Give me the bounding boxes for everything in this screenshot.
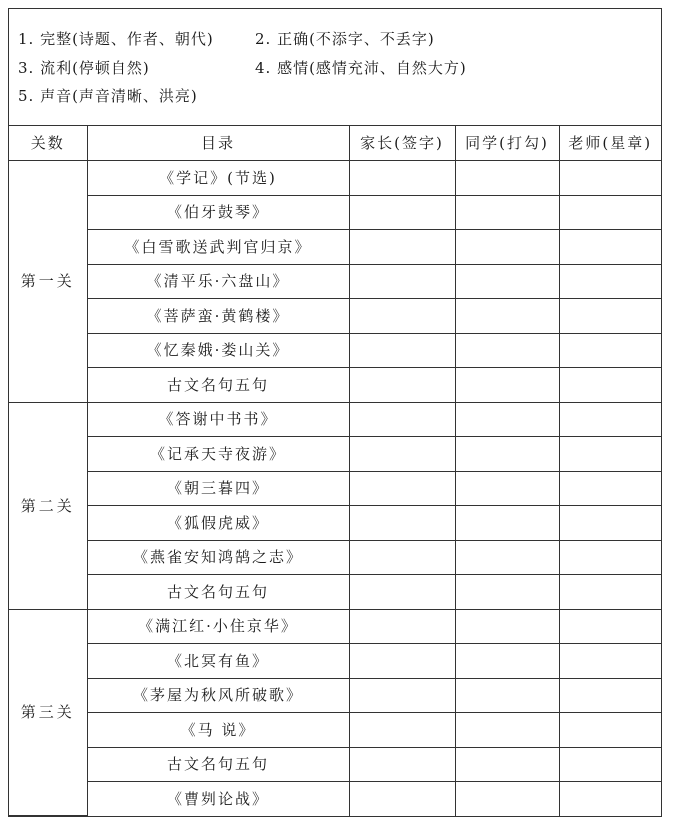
teacher-stamp-cell[interactable] <box>559 644 661 679</box>
teacher-stamp-cell[interactable] <box>559 437 661 472</box>
header-teacher: 老师(星章) <box>559 126 661 161</box>
parent-sign-cell[interactable] <box>349 333 455 368</box>
catalog-item: 《曹刿论战》 <box>87 782 349 816</box>
parent-sign-cell[interactable] <box>349 264 455 299</box>
catalog-item: 《马 说》 <box>87 713 349 748</box>
header-classmate: 同学(打勾) <box>455 126 559 161</box>
parent-sign-cell[interactable] <box>349 299 455 334</box>
teacher-stamp-cell[interactable] <box>559 264 661 299</box>
table-row <box>9 402 661 437</box>
teacher-stamp-cell[interactable] <box>559 230 661 265</box>
teacher-stamp-cell[interactable] <box>559 368 661 403</box>
classmate-check-cell[interactable] <box>455 609 559 644</box>
header-catalog: 目录 <box>87 126 349 161</box>
table-row <box>9 575 661 610</box>
classmate-check-cell[interactable] <box>455 713 559 748</box>
classmate-check-cell[interactable] <box>455 644 559 679</box>
classmate-check-cell[interactable] <box>455 368 559 403</box>
teacher-stamp-cell[interactable] <box>559 471 661 506</box>
teacher-stamp-cell[interactable] <box>559 782 661 816</box>
table-row <box>9 678 661 713</box>
level-label: 第三关 <box>9 609 87 816</box>
teacher-stamp-cell[interactable] <box>559 506 661 541</box>
classmate-check-cell[interactable] <box>455 747 559 782</box>
classmate-check-cell[interactable] <box>455 299 559 334</box>
header-level: 关数 <box>9 126 87 161</box>
table-row <box>9 264 661 299</box>
teacher-stamp-cell[interactable] <box>559 713 661 748</box>
table-row <box>9 747 661 782</box>
parent-sign-cell[interactable] <box>349 368 455 403</box>
table-row <box>9 368 661 403</box>
header-row <box>9 126 661 161</box>
parent-sign-cell[interactable] <box>349 713 455 748</box>
classmate-check-cell[interactable] <box>455 575 559 610</box>
table-row <box>9 230 661 265</box>
teacher-stamp-cell[interactable] <box>559 333 661 368</box>
parent-sign-cell[interactable] <box>349 437 455 472</box>
classmate-check-cell[interactable] <box>455 782 559 816</box>
criterion-5: 5. 声音(声音清晰、洪亮) <box>18 87 198 105</box>
catalog-item: 《燕雀安知鸿鹄之志》 <box>87 540 349 575</box>
classmate-check-cell[interactable] <box>455 540 559 575</box>
catalog-item: 古文名句五句 <box>87 747 349 782</box>
table-row <box>9 195 661 230</box>
catalog-item: 《北冥有鱼》 <box>87 644 349 679</box>
catalog-item: 《学记》(节选) <box>87 161 349 196</box>
catalog-item: 《记承天寺夜游》 <box>87 437 349 472</box>
table-row <box>9 713 661 748</box>
classmate-check-cell[interactable] <box>455 195 559 230</box>
criterion-4: 4. 感情(感情充沛、自然大方) <box>255 59 467 77</box>
criteria-panel <box>9 9 661 126</box>
classmate-check-cell[interactable] <box>455 437 559 472</box>
level-label: 第二关 <box>9 402 87 609</box>
progress-table <box>9 126 661 816</box>
table-row <box>9 471 661 506</box>
parent-sign-cell[interactable] <box>349 540 455 575</box>
teacher-stamp-cell[interactable] <box>559 575 661 610</box>
teacher-stamp-cell[interactable] <box>559 540 661 575</box>
parent-sign-cell[interactable] <box>349 506 455 541</box>
criterion-1: 1. 完整(诗题、作者、朝代) <box>18 30 214 48</box>
classmate-check-cell[interactable] <box>455 471 559 506</box>
parent-sign-cell[interactable] <box>349 747 455 782</box>
classmate-check-cell[interactable] <box>455 230 559 265</box>
parent-sign-cell[interactable] <box>349 471 455 506</box>
classmate-check-cell[interactable] <box>455 678 559 713</box>
classmate-check-cell[interactable] <box>455 402 559 437</box>
parent-sign-cell[interactable] <box>349 161 455 196</box>
teacher-stamp-cell[interactable] <box>559 195 661 230</box>
parent-sign-cell[interactable] <box>349 230 455 265</box>
teacher-stamp-cell[interactable] <box>559 299 661 334</box>
parent-sign-cell[interactable] <box>349 575 455 610</box>
table-row <box>9 161 661 196</box>
teacher-stamp-cell[interactable] <box>559 402 661 437</box>
table-row <box>9 540 661 575</box>
catalog-item: 古文名句五句 <box>87 368 349 403</box>
parent-sign-cell[interactable] <box>349 195 455 230</box>
catalog-item: 《狐假虎威》 <box>87 506 349 541</box>
parent-sign-cell[interactable] <box>349 644 455 679</box>
teacher-stamp-cell[interactable] <box>559 161 661 196</box>
criterion-3: 3. 流利(停顿自然) <box>18 59 150 77</box>
parent-sign-cell[interactable] <box>349 782 455 816</box>
parent-sign-cell[interactable] <box>349 402 455 437</box>
parent-sign-cell[interactable] <box>349 609 455 644</box>
table-row <box>9 782 661 816</box>
table-row <box>9 299 661 334</box>
level-label: 第一关 <box>9 161 87 403</box>
catalog-item: 《白雪歌送武判官归京》 <box>87 230 349 265</box>
classmate-check-cell[interactable] <box>455 161 559 196</box>
criterion-2: 2. 正确(不添字、不丢字) <box>255 30 435 48</box>
catalog-item: 《答谢中书书》 <box>87 402 349 437</box>
catalog-item: 《菩萨蛮·黄鹤楼》 <box>87 299 349 334</box>
table-row <box>9 333 661 368</box>
catalog-item: 《满江红·小住京华》 <box>87 609 349 644</box>
recitation-checklist <box>8 8 662 817</box>
teacher-stamp-cell[interactable] <box>559 747 661 782</box>
catalog-item: 《清平乐·六盘山》 <box>87 264 349 299</box>
classmate-check-cell[interactable] <box>455 333 559 368</box>
catalog-item: 《忆秦娥·娄山关》 <box>87 333 349 368</box>
classmate-check-cell[interactable] <box>455 506 559 541</box>
header-parent: 家长(签字) <box>349 126 455 161</box>
teacher-stamp-cell[interactable] <box>559 678 661 713</box>
parent-sign-cell[interactable] <box>349 678 455 713</box>
catalog-item: 《茅屋为秋风所破歌》 <box>87 678 349 713</box>
classmate-check-cell[interactable] <box>455 264 559 299</box>
table-row <box>9 609 661 644</box>
catalog-item: 《伯牙鼓琴》 <box>87 195 349 230</box>
catalog-item: 古文名句五句 <box>87 575 349 610</box>
table-row <box>9 644 661 679</box>
table-row <box>9 437 661 472</box>
table-row <box>9 506 661 541</box>
catalog-item: 《朝三暮四》 <box>87 471 349 506</box>
teacher-stamp-cell[interactable] <box>559 609 661 644</box>
